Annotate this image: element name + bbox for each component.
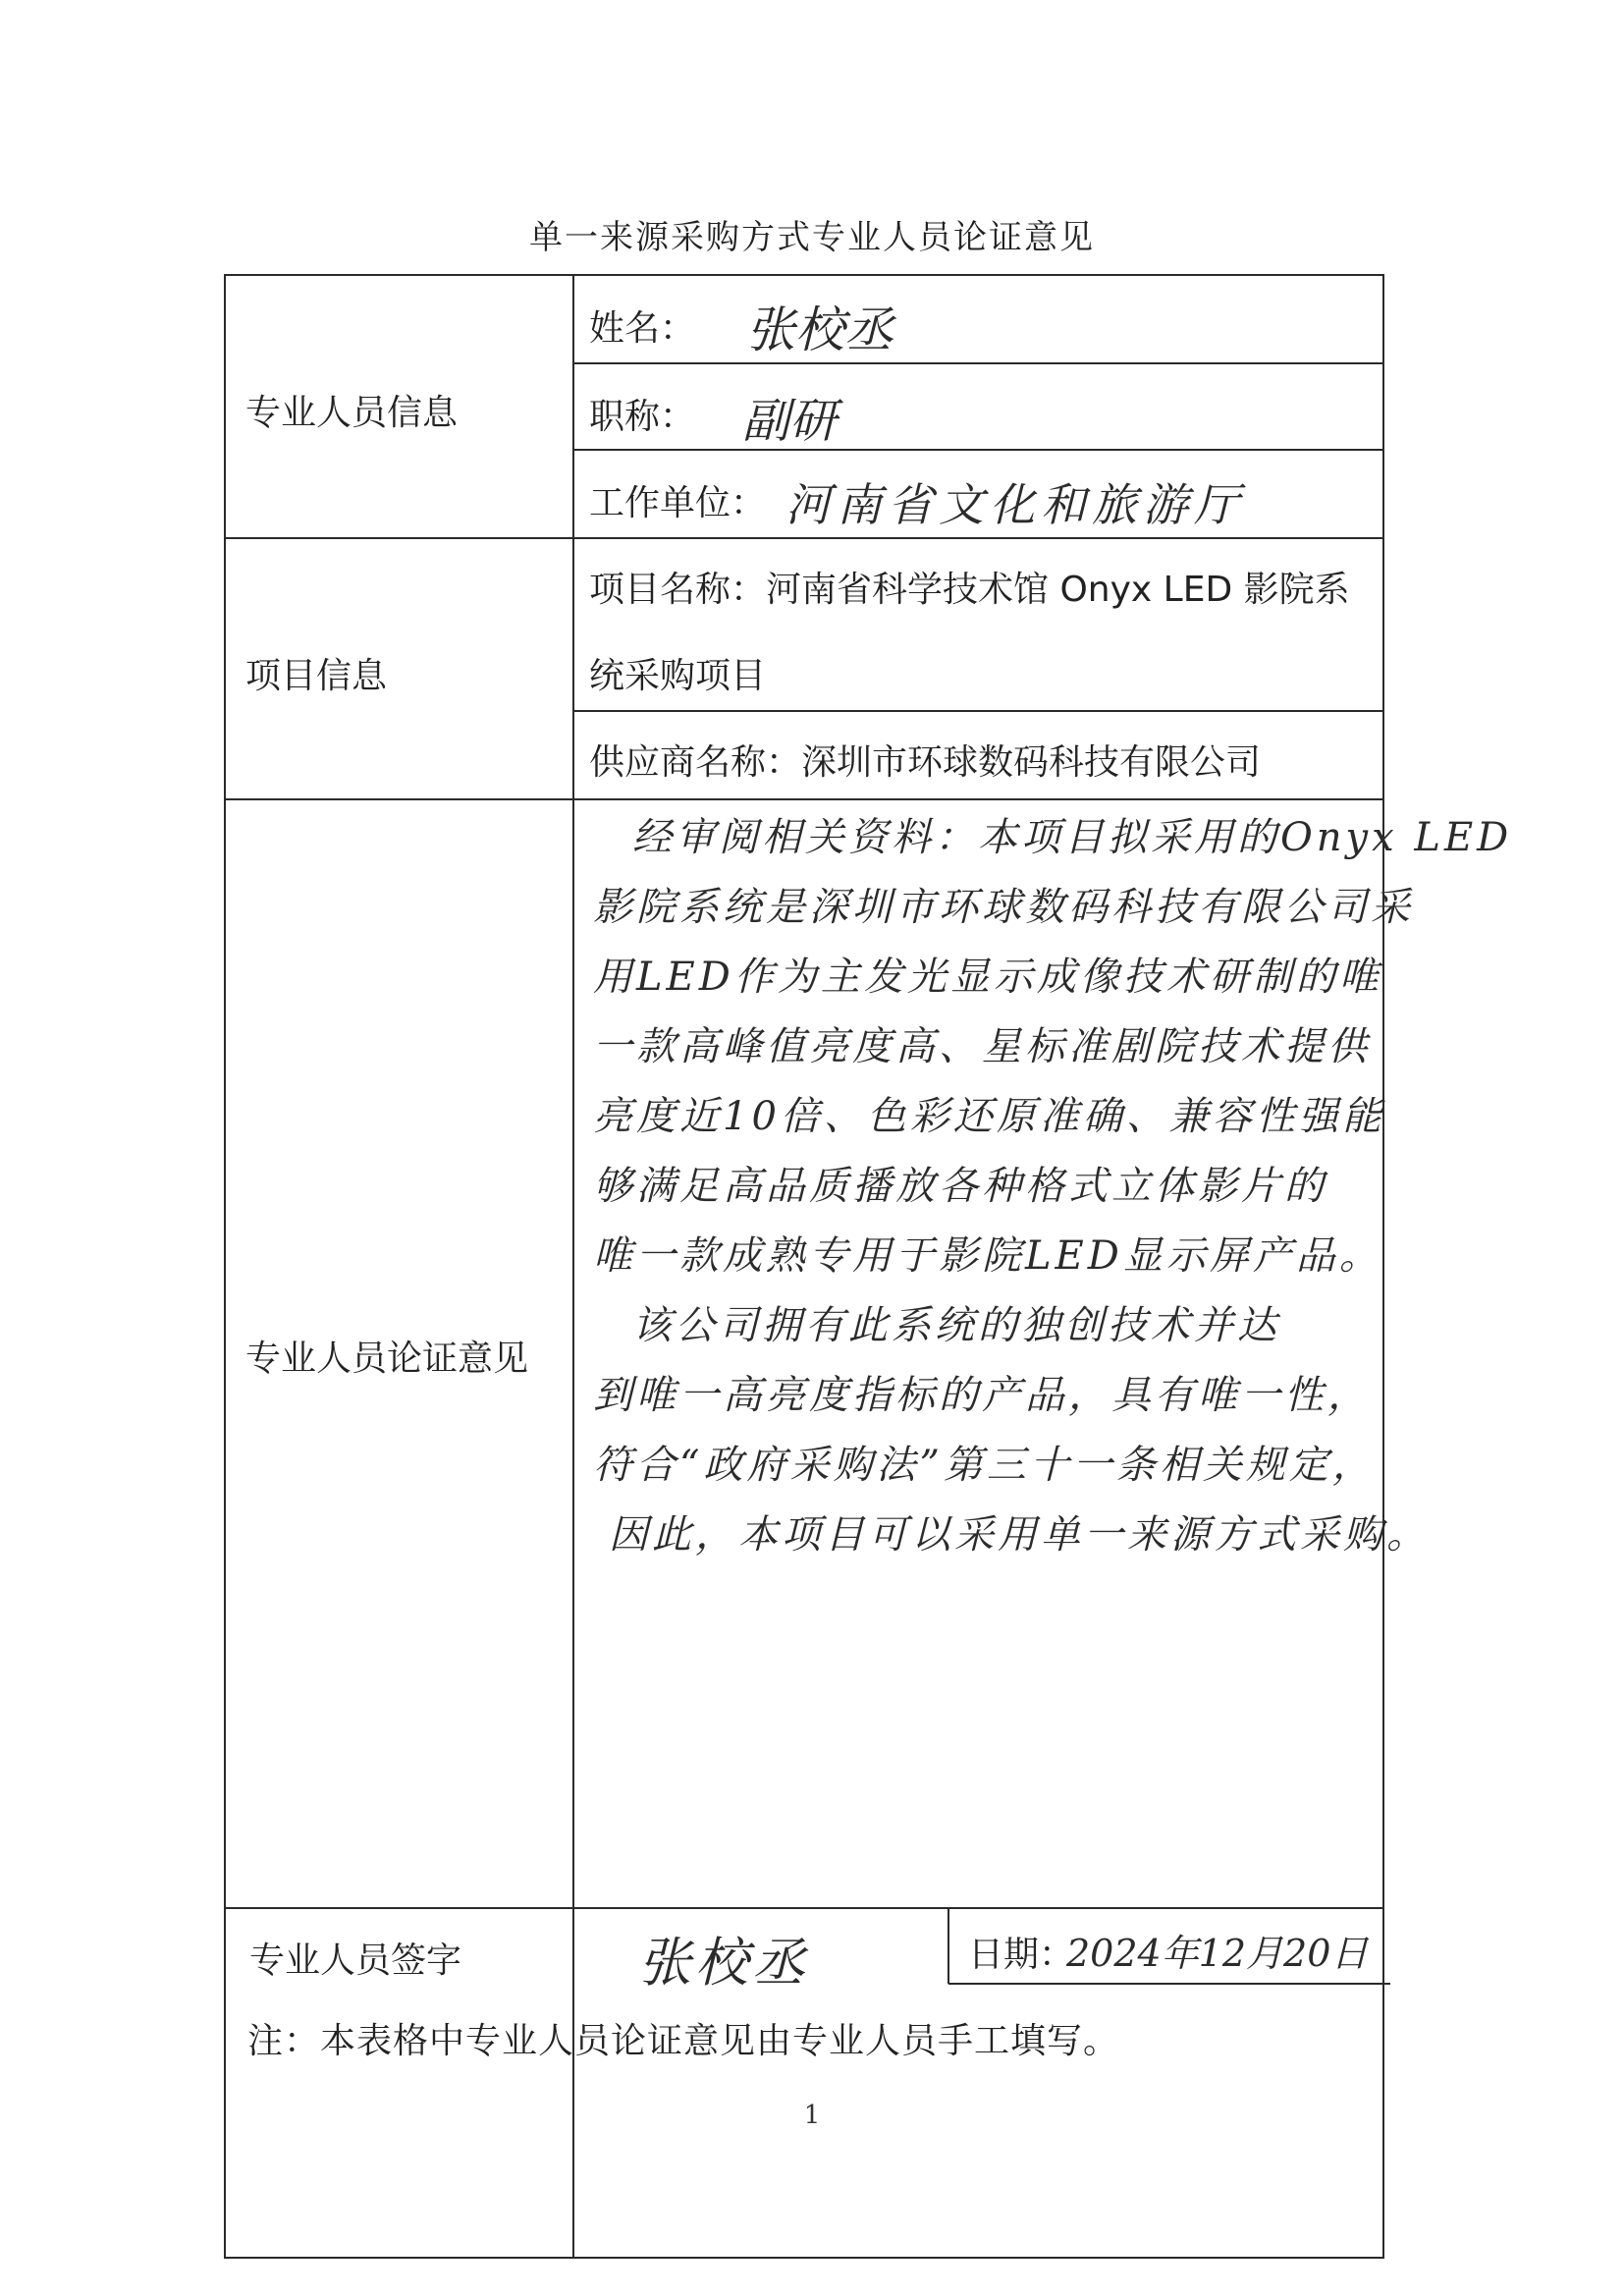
opinion-line: 经审阅相关资料：本项目拟采用的Onyx LED	[632, 815, 1513, 860]
name-label: 姓名：	[589, 308, 696, 349]
signature-handwriting: 张校丞	[638, 1932, 809, 1994]
opinion-line: 够满足高品质播放各种格式立体影片的	[593, 1164, 1327, 1209]
project-info-label: 项目信息	[245, 656, 388, 696]
document-title: 单一来源采购方式专业人员论证意见	[529, 218, 1095, 257]
opinion-line: 用LED作为主发光显示成像技术研制的唯	[593, 955, 1382, 1000]
opinion-line: 唯一款成熟专用于影院LED显示屏产品。	[593, 1233, 1382, 1279]
opinion-line: 该公司拥有此系统的独创技术并达	[632, 1303, 1280, 1348]
footnote: 注：本表格中专业人员论证意见由专业人员手工填写。	[247, 2021, 1120, 2061]
title-value: 副研	[742, 394, 838, 449]
opinion-line: 符合“政府采购法”第三十一条相关规定，	[593, 1443, 1376, 1488]
signature-label: 专业人员签字	[249, 1941, 462, 1981]
org-label: 工作单位：	[589, 483, 767, 523]
project-name-line2: 统采购项目	[589, 656, 767, 696]
opinion-label: 专业人员论证意见	[245, 1339, 529, 1379]
opinion-line: 到唯一高亮度指标的产品，具有唯一性，	[593, 1373, 1371, 1418]
org-value: 河南省文化和旅游厅	[785, 478, 1245, 531]
supplier-name: 供应商名称：深圳市环球数码科技有限公司	[589, 742, 1262, 783]
expert-info-label: 专业人员信息	[245, 393, 459, 433]
opinion-line: 一款高峰值亮度高、星标准剧院技术提供	[593, 1024, 1371, 1069]
opinion-line: 因此，本项目可以采用单一来源方式采购。	[609, 1512, 1430, 1558]
opinion-line: 亮度近10倍、色彩还原准确、兼容性强能	[593, 1094, 1385, 1139]
page-number: 1	[803, 2101, 821, 2130]
project-name-line1: 项目名称：河南省科学技术馆 Onyx LED 影院系	[589, 570, 1350, 610]
date-label: 日期：	[968, 1935, 1075, 1975]
opinion-line: 影院系统是深圳市环球数码科技有限公司采	[593, 885, 1414, 930]
opinion-text	[593, 803, 1513, 1570]
name-value: 张校丞	[746, 301, 893, 358]
date-value: 2024年12月20日	[1066, 1932, 1369, 1975]
title-label: 职称：	[589, 397, 696, 437]
